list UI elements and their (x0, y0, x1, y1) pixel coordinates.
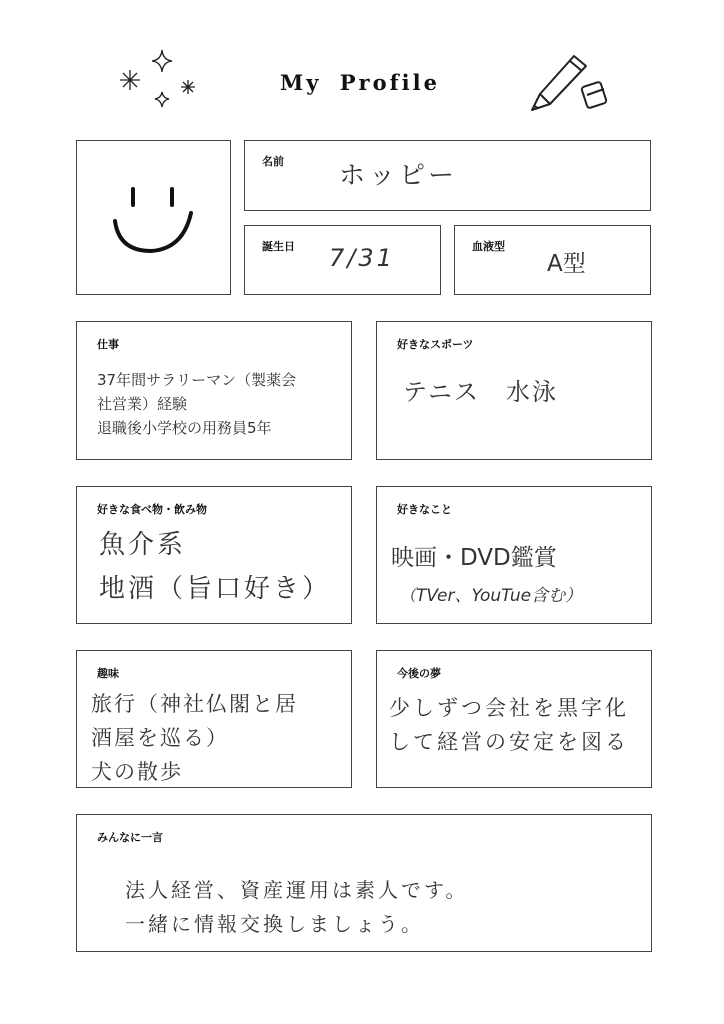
sports-label: 好きなスポーツ (397, 338, 474, 351)
dream-line: 少しずつ会社を黒字化 (389, 696, 629, 720)
sparkle-icon (112, 46, 204, 116)
food-line: 魚介系 (99, 530, 187, 560)
hobby-line: 酒屋を巡る） (91, 726, 229, 750)
hobby-line: 犬の散歩 (91, 760, 183, 784)
food-label: 好きな食べ物・飲み物 (97, 503, 207, 516)
hobby-text (91, 687, 298, 789)
job-line: 37年間サラリーマン（製薬会 (97, 371, 297, 389)
blood-type-value: A型 (547, 251, 586, 277)
hobby-box (76, 650, 352, 788)
likes-line-main: 映画・DVD鑑賞 (391, 545, 557, 571)
birthday-box (244, 225, 441, 295)
name-box (244, 140, 651, 211)
blood-type-label: 血液型 (472, 240, 505, 253)
name-label: 名前 (262, 155, 284, 168)
likes-line-sub: （TVer、YouTue含む） (399, 586, 583, 606)
portrait-box (76, 140, 231, 295)
message-label: みんなに一言 (97, 831, 163, 844)
job-label: 仕事 (97, 338, 119, 351)
smiley-face-icon (107, 181, 202, 261)
dream-text (389, 691, 629, 759)
job-line: 退職後小学校の用務員5年 (97, 419, 272, 437)
job-line: 社営業）経験 (97, 395, 188, 413)
dream-label: 今後の夢 (397, 667, 441, 680)
dream-line: して経営の安定を図る (389, 730, 629, 754)
message-line: 法人経営、資産運用は素人です。 (125, 878, 469, 902)
message-text (125, 873, 468, 941)
hobby-label: 趣味 (97, 667, 119, 680)
birthday-label: 誕生日 (262, 240, 295, 253)
hobby-line: 旅行（神社仏閣と居 (91, 692, 298, 716)
food-line: 地酒（旨口好き） (99, 574, 332, 604)
message-box (76, 814, 652, 952)
job-box (76, 321, 352, 460)
sports-box (376, 321, 652, 460)
page-title: My Profile (280, 70, 440, 95)
food-box (76, 486, 352, 624)
food-text (99, 523, 331, 611)
eraser-icon (578, 78, 612, 112)
message-line: 一緒に情報交換しましょう。 (125, 912, 424, 936)
blood-type-box (454, 225, 651, 295)
likes-box (376, 486, 652, 624)
dream-box (376, 650, 652, 788)
sports-value: テニス 水泳 (403, 378, 559, 406)
birthday-value: 7/31 (329, 244, 395, 272)
likes-label: 好きなこと (397, 503, 452, 516)
job-text (97, 368, 296, 440)
name-value: ホッピー (339, 161, 458, 191)
